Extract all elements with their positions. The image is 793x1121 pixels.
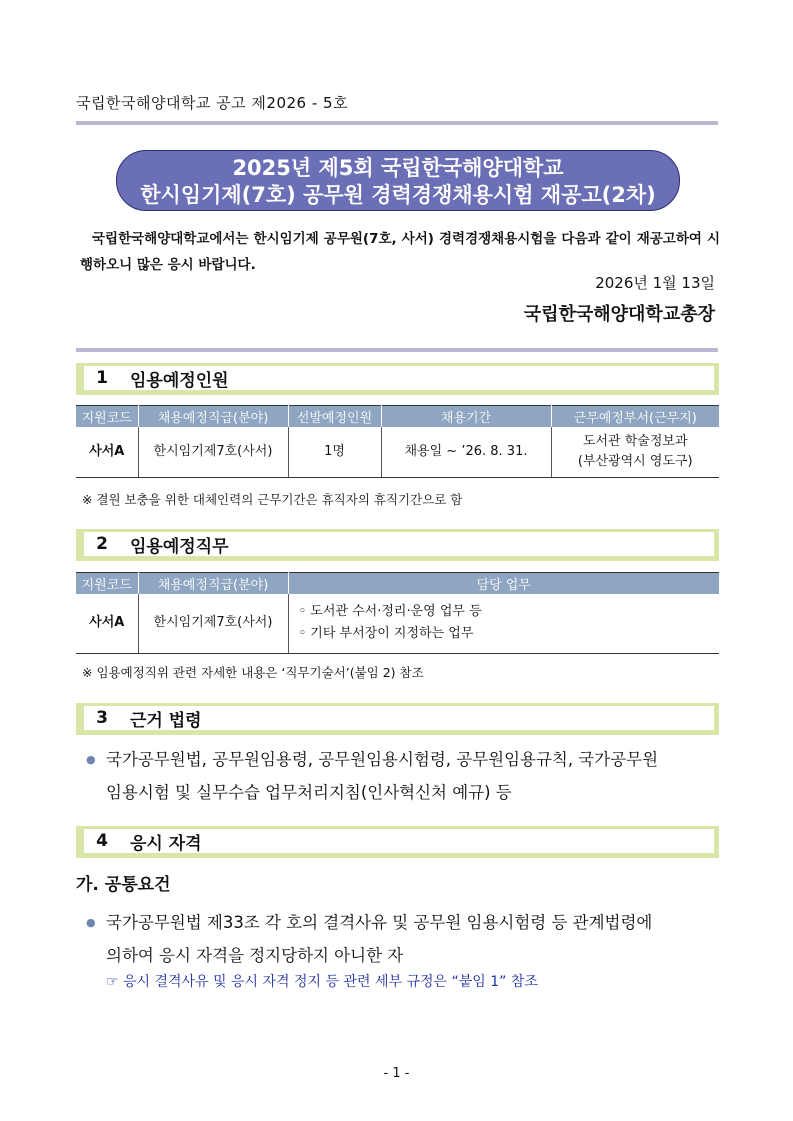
section-number: 4 bbox=[96, 831, 108, 851]
mid-divider bbox=[76, 348, 718, 352]
dept-line-1: 도서관 학술정보과 bbox=[582, 433, 688, 449]
table-header: 지원코드 bbox=[76, 406, 138, 427]
title-line-1: 2025년 제5회 국립한국해양대학교 bbox=[232, 156, 564, 180]
section-number: 3 bbox=[96, 708, 108, 728]
notice-date: 2026년 1월 13일 bbox=[595, 274, 715, 292]
intro-paragraph bbox=[80, 226, 720, 278]
section-header-4 bbox=[76, 826, 719, 858]
bullet-icon: ● bbox=[86, 916, 96, 929]
intro-text: 국립한국해양대학교에서는 한시임기제 공무원(7호, 사서) 경력경쟁채용시험을 다음과 같이 재공고하여 시행하오니 많은 응시 바랍니다. bbox=[80, 231, 720, 273]
section-label: 임용예정인원 bbox=[130, 370, 229, 391]
duty-table bbox=[76, 572, 719, 654]
section-number: 2 bbox=[96, 534, 108, 554]
page-number: - 1 - bbox=[383, 1066, 410, 1081]
table-header: 채용예정직급(분야) bbox=[138, 406, 288, 427]
table-row bbox=[76, 427, 719, 478]
table-header: 지원코드 bbox=[76, 573, 138, 594]
duty-item: ◦ 기타 부서장이 지정하는 업무 bbox=[298, 626, 474, 642]
reference-note: ☞ 응시 결격사유 및 응시 자격 정지 등 관련 세부 규정은 “붙임 1” 참조 bbox=[106, 974, 538, 990]
qual-line-2: 의하여 응시 자격을 정지당하지 아니한 자 bbox=[106, 946, 404, 965]
table-header: 채용기간 bbox=[381, 406, 551, 427]
table2-note: ※ 임용예정직위 관련 자세한 내용은 ‘직무기술서’(붙임 2) 참조 bbox=[82, 665, 424, 680]
cell-grade: 한시임기제7호(사서) bbox=[138, 427, 288, 478]
section-header-3 bbox=[76, 703, 719, 735]
legal-line-1: 국가공무원법, 공무원임용령, 공무원임용시험령, 공무원임용규칙, 국가공무원 bbox=[106, 750, 659, 769]
staffing-table bbox=[76, 405, 719, 478]
section-label: 임용예정직무 bbox=[130, 536, 229, 557]
notice-number: 국립한국해양대학교 공고 제2026 - 5호 bbox=[76, 94, 349, 112]
table-row bbox=[76, 594, 719, 654]
table-header: 근무예정부서(근무지) bbox=[551, 406, 719, 427]
table-header: 채용예정직급(분야) bbox=[138, 573, 288, 594]
table1-note: ※ 결원 보충을 위한 대체인력의 근무기간은 휴직자의 휴직기간으로 함 bbox=[82, 492, 463, 507]
legal-basis bbox=[86, 743, 722, 809]
cell-dept bbox=[551, 427, 719, 478]
section-header-1 bbox=[76, 363, 719, 395]
table-header: 담당 업무 bbox=[288, 573, 719, 594]
section-number: 1 bbox=[96, 368, 108, 388]
cell-grade: 한시임기제7호(사서) bbox=[138, 594, 288, 654]
signer: 국립한국해양대학교총장 bbox=[523, 304, 715, 325]
cell-period: 채용일 ~ ’26. 8. 31. bbox=[381, 427, 551, 478]
title-line-2: 한시임기제(7호) 공무원 경력경쟁채용시험 재공고(2차) bbox=[140, 183, 656, 207]
document-title bbox=[116, 150, 680, 211]
section-label: 응시 자격 bbox=[130, 833, 202, 854]
section-label: 근거 법령 bbox=[130, 710, 202, 731]
qualification-text bbox=[86, 906, 722, 972]
qual-line-1: 국가공무원법 제33조 각 호의 결격사유 및 공무원 임용시험령 등 관계법령에 bbox=[106, 913, 653, 932]
cell-code: 사서A bbox=[76, 427, 138, 478]
cell-duties bbox=[288, 594, 719, 654]
section-header-2 bbox=[76, 529, 719, 561]
subheading: 가. 공통요건 bbox=[76, 875, 171, 895]
table-header: 선발예정인원 bbox=[288, 406, 381, 427]
dept-line-2: (부산광역시 영도구) bbox=[577, 453, 693, 469]
legal-line-2: 임용시험 및 실무수습 업무처리지침(인사혁신처 예규) 등 bbox=[106, 783, 512, 802]
top-divider bbox=[76, 121, 718, 125]
duty-item: ◦ 도서관 수서·정리·운영 업무 등 bbox=[298, 604, 482, 620]
cell-code: 사서A bbox=[76, 594, 138, 654]
cell-count: 1명 bbox=[288, 427, 381, 478]
bullet-icon: ● bbox=[86, 753, 96, 766]
